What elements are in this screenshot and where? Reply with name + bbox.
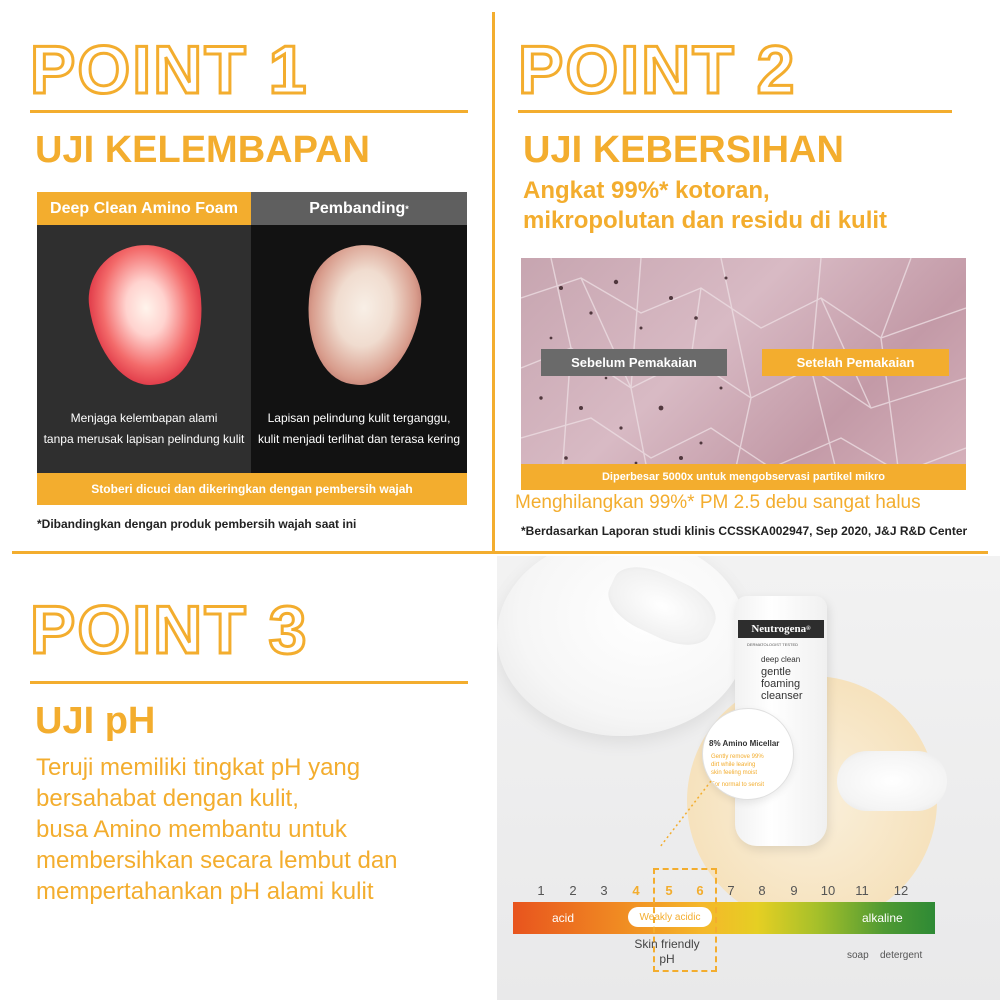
point2-result: Menghilangkan 99%* PM 2.5 debu sangat halus	[515, 492, 921, 513]
point1-heading: UJI KELEMBAPAN	[35, 129, 370, 171]
point1-footnote: *Dibandingkan dengan produk pembersih wajah saat ini	[37, 517, 357, 531]
point2-subtitle: Angkat 99%* kotoran, mikropolutan dan residu di kulit	[523, 177, 888, 234]
right-caption: Lapisan pelindung kulit terganggu, kulit menjadi terlihat dan terasa kering	[257, 411, 461, 446]
point3-heading: UJI pH	[35, 700, 156, 742]
point2-footnote: *Berdasarkan Laporan studi klinis CCSSKA002947, Sep 2020, J&J R&D Center	[521, 524, 968, 538]
acid-label: acid	[552, 911, 575, 925]
point1-title: POINT 1	[30, 32, 309, 108]
tagline: DERMATOLOGIST TESTED	[747, 642, 799, 647]
point3-body: Teruji memiliki tingkat pH yang bersahabat dengan kulit, busa Amino membantu untuk membersihkan secara lembut dan mempertahankan pH alami kulit	[36, 754, 398, 905]
product-name: deep clean gentle foaming cleanser	[761, 655, 803, 702]
ph-number: 2	[569, 883, 577, 898]
point3-title: POINT 3	[30, 592, 309, 668]
ph-number: 8	[758, 883, 766, 898]
before-label: Sebelum Pemakaian	[541, 349, 727, 376]
ph-number: 4	[632, 883, 640, 898]
horizontal-divider	[12, 551, 988, 554]
ph-number: 6	[696, 883, 704, 898]
ph-number: 7	[727, 883, 735, 898]
point2-heading: UJI KEBERSIHAN	[523, 129, 844, 171]
point2-rule	[518, 110, 952, 113]
ph-number: 3	[600, 883, 608, 898]
vertical-divider	[492, 12, 495, 552]
point3-rule	[30, 681, 468, 684]
point2-title: POINT 2	[518, 32, 797, 108]
weakly-acidic-pill: Weakly acidic	[628, 907, 712, 927]
brand-label: Neutrogena ®	[738, 620, 824, 638]
after-label: Setelah Pemakaian	[762, 349, 949, 376]
right-label: Pembanding *	[251, 192, 467, 225]
soap-label: soap	[847, 950, 869, 961]
zoom-circle: 8% Amino Micellar Gently remove 99% dirt while leaving skin feeling moist For normal to sensit	[702, 708, 794, 800]
fresh-strawberry-icon	[82, 238, 212, 392]
alkaline-label: alkaline	[862, 911, 903, 925]
left-caption: Menjaga kelembapan alami tanpa merusak lapisan pelindung kulit	[43, 411, 245, 446]
ph-number: 12	[893, 883, 909, 898]
dry-strawberry-icon	[298, 238, 428, 392]
ph-number: 9	[790, 883, 798, 898]
ph-number: 11	[855, 883, 869, 898]
ph-number: 10	[820, 883, 836, 898]
bottom-bar: Stoberi dicuci dan dikeringkan dengan pembersih wajah	[37, 473, 467, 505]
ph-number: 1	[537, 883, 545, 898]
image-caption-bar: Diperbesar 5000x untuk mengobservasi partikel mikro	[521, 464, 966, 490]
point1-rule	[30, 110, 468, 113]
skin-friendly-label: Skin friendly pH	[634, 937, 700, 966]
ph-number: 5	[665, 883, 673, 898]
left-label: Deep Clean Amino Foam	[37, 192, 251, 225]
detergent-label: detergent	[880, 950, 923, 961]
